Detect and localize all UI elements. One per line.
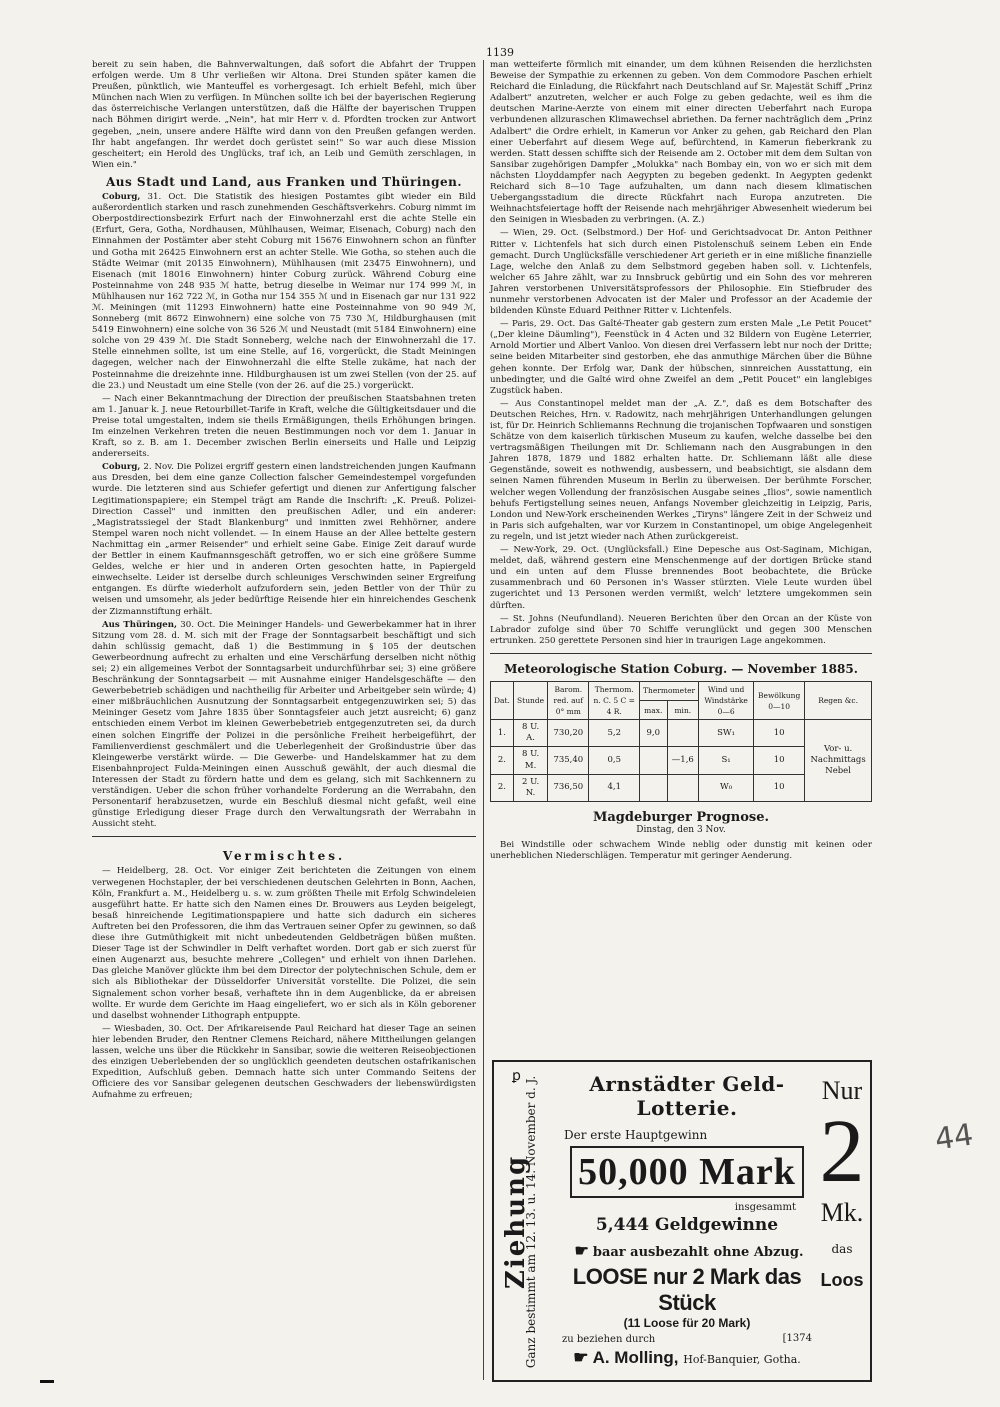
ad-banker	[556, 1348, 818, 1368]
ad-reference-number: [1374	[782, 1333, 812, 1344]
ad-das: das	[831, 1242, 853, 1256]
cell-stunde: 8 U. M.	[513, 747, 547, 774]
cell-dat: 1.	[491, 720, 514, 747]
dateline-place: Coburg,	[102, 462, 141, 473]
ad-prize-label: Der erste Hauptgewinn	[564, 1128, 708, 1142]
cell-barom: 730,20	[548, 720, 589, 747]
prognose-title: Magdeburger Prognose.	[592, 809, 769, 825]
divider	[490, 653, 872, 654]
table-row	[491, 720, 872, 747]
divider	[92, 836, 476, 837]
meteorology-table	[490, 681, 872, 802]
ad-beziehen: zu beziehen durch	[562, 1334, 656, 1345]
cell-max	[640, 747, 667, 774]
ad-side-mark: ꝑ	[512, 1068, 521, 1084]
news-paragraph: — Aus Constantinopel meldet man der „A. Z.", daß es dem Botschafter des Deutschen Reiches, Hrn. v. Radowitz, nach mehrjährigen Unterhandlungen gelungen ist, für Dr. Heinrich Schliemanns Rechnung die trojanischen Topfwaaren und sonstigen Schätze von dem kaiserlich türkischen Museum zu kaufen, welche dasselbe bei den vertragsmäßigen Theilungen mit Dr. Schliemann nach den Ausgrabungen in den Jahren 1878, 1879 und 1882 erhalten hatte. Dr. Schliemann läßt alle diese Gegenstände, soweit es nothwendig, ausbessern, und beabsichtigt, sie alsdann dem seinen Namen führenden Museum in Berlin zu überweisen. Der berühmte Forscher, welcher wegen Vollendung der französischen Ausgabe seines „Ilios", sowie namentlich behufs Fertigstellung seines neuen, Anfangs November gleichzeitig in Leipzig, Paris, London und New-York erscheinenden Werkes „Tiryns" längere Zeit in der Schweiz und in Paris sich aufgehalten, war vor Kurzem in Constantinopel, um obige Angelegenheit zu regeln, und ist jetzt wieder nach Athen zurückgereist.	[490, 398, 872, 542]
ad-payout-text: baar ausbezahlt ohne Abzug.	[592, 1245, 804, 1260]
ad-banker-title: Hof-Banquier, Gotha.	[683, 1353, 801, 1366]
ad-bundle-price: (11 Loose für 20 Mark)	[623, 1316, 751, 1330]
cell-stunde: 2 U. N.	[513, 774, 547, 801]
ad-loos: Loos	[820, 1270, 864, 1290]
news-paragraph: — St. Johns (Neufundland). Neueren Berichten über den Orcan an der Küste von Labrador zufolge sind über 70 Schiffe verunglückt und gegen 300 Menschen ertrunken. 250 gerettete Personen sind hier in traurigen Lage angekommen.	[490, 613, 872, 646]
cell-dat: 2.	[491, 774, 514, 801]
ad-mk: Mk.	[820, 1198, 864, 1227]
news-paragraph: — Wien, 29. Oct. (Selbstmord.) Der Hof- und Gerichtsadvocat Dr. Anton Peithner Ritter v. Lichtenfels hat sich durch einen Pistolenschuß seinem Leben ein Ende gemacht. Durch Unglücksfälle verschiedener Art gerieth er in eine mißliche finanzielle Lage, welche den Anlaß zu dem Selbstmord gegeben haben soll. v. Lichtenfels, welcher 65 Jahre zählt, war zu Innsbruck gebürtig und ein Sohn des vor mehreren Jahren verstorbenen Universitätsprofessors der Philosophie. Ein Stiefbruder des nunmehr verstorbenen Advocaten ist der Maler und Professor an der Academie der bildenden Künste Eduard Peithner Ritter v. Lichtenfels.	[490, 228, 872, 317]
article-text: 31. Oct. Die Statistik des hiesigen Postamtes gibt wieder ein Bild außerordentlich starken und rasch zunehmenden Geschäftsverkehrs. Coburg nimmt im Oberpostdirectionsbezirk Erfurt nach der Einwohnerzahl erst die achte Stelle ein (Erfurt, Gera, Gotha, Nordhausen, Mühlhausen, Weimar, Eisenach, Coburg) nach den Einnahmen der Postämter aber steht Coburg mit 15676 Einwohnern schon an fünfter und Gotha mit 26425 Einwohnern erst an achter Stelle. Wie Gotha, so stehen auch die Städte Weimar (mit 20135 Einwohnern), Mühlhausen (mit 23475 Einwohnern), und Eisenach (mit 18016 Einwohnern) hinter Coburg zurück. Während Coburg eine Posteinnahme von 248 935 ℳ hatte, betrug dieselbe in Weimar nur 174 999 ℳ, in Mühlhausen nur 162 722 ℳ, in Gotha nur 154 355 ℳ und in Eisenach gar nur 131 922 ℳ. Meiningen (mit 11293 Einwohnern) hatte eine Posteinnahme von 90 949 ℳ, Sonneberg (mit 8672 Einwohnern) eine solche von 75 730 ℳ, Hildburghausen (mit 5419 Einwohnern) eine solche von 36 526 ℳ und Neustadt (mit 5184 Einwohnern) eine solche von 29 439 ℳ. Die Stadt Sonneberg, welche nach der Einwohnerzahl die 17. Stelle einnehmen sollte, ist um eine Stelle, auf 16, vorgerückt, die Stadt Meiningen dagegen, welcher nach der Einwohnerzahl die elfte Stelle zukäme, hat nach der Posteinnahme die dreizehnte inne. Hildburghausen ist um zwei Stellen (von der 25. auf die 23.) und Neustadt um eine Stelle (von der 26. auf die 25.) vorgerückt.	[92, 192, 476, 391]
header-dat: Dat.	[491, 681, 514, 719]
cell-max	[640, 774, 667, 801]
dateline-place: Aus Thüringen,	[102, 619, 177, 630]
vermischtes-title: Vermischtes.	[222, 849, 346, 864]
ad-banker-name: A. Molling,	[592, 1348, 679, 1367]
intro-paragraph: bereit zu sein haben, die Bahnverwaltungen, daß sofort die Abfahrt der Truppen erfolgen werde. Um 8 Uhr verließen wir Altona. Drei Stunden später kamen die Preußen, pünktlich, wie Manteuffel es vorhergesagt. Ich erhielt Befehl, mich über München nach Wien zu verfügen. In München sollte ich bei der bayerischen Regierung das österreichische Verlangen unterstützen, daß die Hälfte der bayerischen Truppen nach Böhmen dirigirt werde. „Nein", hat mir Herr v. d. Pfordten trocken zur Antwort gegeben, „nein, unsere andere Hälfte wird dann von den Preußen gefangen werden. Ihr habt angefangen. Ihr werdet doch gerüstet sein!" So war auch diese Mission gescheitert; ein Herold des Unglücks, traf ich, an Leib und Gemüth zerschlagen, in Wien ein."	[92, 60, 476, 170]
ad-total-prizes: 5,444 Geldgewinne	[595, 1215, 779, 1235]
ad-insgesammt: insgesammt	[734, 1202, 796, 1213]
ad-draw-dates: Ganz bestimmt am 12. 13. u. 14. November d. J.	[524, 1075, 538, 1369]
dateline-place: Coburg,	[102, 192, 141, 203]
page-number: 1139	[486, 46, 514, 59]
cell-thermom: 4,1	[589, 774, 640, 801]
ad-title: Arnstädter Geld-Lotterie.	[589, 1072, 785, 1120]
tarif-article: — Nach einer Bekanntmachung der Direction der preußischen Staatsbahnen treten am 1. Januar k. J. neue Retourbillet-Tarife in Kraft, welche die Gültigkeitsdauer und die Preise total umgestalten, indem sie theils Ermäßigungen, theils Erhöhungen bringen. Im einzelnen Verkehren treten die neuen Bestimmungen noch vor dem 1. Januar in Kraft, so z. B. am 1. December zwischen Berlin einerseits und Halle und Leipzig andererseits.	[92, 393, 476, 460]
cell-thermom: 5,2	[589, 720, 640, 747]
cell-bew: 10	[754, 720, 805, 747]
header-regen: Regen &c.	[805, 681, 872, 719]
cell-wind: SW₁	[699, 720, 754, 747]
cell-max: 9,0	[640, 720, 667, 747]
header-thermom: Thermom. n. C. 5 C = 4 R.	[589, 681, 640, 719]
header-barom: Barom. red. auf 0° mm	[548, 681, 589, 719]
vermischtes-item: — Wiesbaden, 30. Oct. Der Afrikareisende Paul Reichard hat dieser Tage an seinen hier lebenden Bruder, den Rentner Clemens Reichard, nähere Mittheilungen gelangen lassen, welche uns über die Rückkehr in Sansibar, sowie die weiteren Reiseobjectionen des einzigen Ueberlebenden der so unglücklich geendeten deutschen ostafrikanischen Expedition, Aufschluß geben. Demnach hatte sich unter Commando Seitens der Officiere des vor Sansibar gelegenen deutschen Geschwaders der liebenswürdigsten Aufnahme zu erfreuen;	[92, 1023, 476, 1101]
cell-dat: 2.	[491, 747, 514, 774]
cell-regen: Vor- u. Nachmittags Nebel	[805, 720, 872, 802]
coburg-postamt-article	[92, 192, 476, 392]
news-paragraph: — New-York, 29. Oct. (Unglücksfall.) Eine Depesche aus Ost-Saginam, Michigan, meldet, daß, während gestern eine Menschenmenge auf der dortigen Brücke stand und ein unten auf dem Flusse brennendes Boot beobachtete, die Brücke zusammenbrach und 60 Personen in's Wasser stürzten. Viele Leute wurden übel zugerichtet und 13 Personen werden vermißt, welch' letztere umgekommen sein dürften.	[490, 545, 872, 611]
section-title: Aus Stadt und Land, aus Franken und Thüringen.	[105, 174, 463, 189]
header-stunde: Stunde	[513, 681, 547, 719]
ad-side-panel	[498, 1070, 550, 1374]
ad-loose-price: LOOSE nur 2 Mark das Stück	[572, 1264, 802, 1315]
cell-barom: 735,40	[548, 747, 589, 774]
lottery-advertisement	[492, 1060, 872, 1382]
header-wind: Wind und Windstärke 0—6	[699, 681, 754, 719]
cell-wind: S₁	[699, 747, 754, 774]
pointing-hand-icon: ☛	[573, 1348, 593, 1367]
ad-vertical-text	[501, 1075, 539, 1369]
table-header-row	[491, 681, 872, 700]
left-column	[92, 60, 476, 1375]
news-paragraph: man wetteiferte förmlich mit einander, um dem kühnen Reisenden die herzlichsten Beweise der Sympathie zu erkennen zu geben. Von dem Commodore Paschen erhielt Reichard die Einladung, die Rückfahrt nach Deutschland auf Sr. Majestät Schiff „Prinz Adalbert" anzutreten, welcher er auch Folge zu geben gedachte, weil es ihm die deutschen Marine-Aerzte von einem mit einer directen Ueberfahrt nach Europa verbundenen allzuraschen Klimawechsel abriethen. Da ferner nachträglich dem „Prinz Adalbert" die Ordre erhielt, in Kamerun vor Anker zu gehen, gab Reichard den Plan einer Ueberfahrt auf diesem Wege auf, befürchtend, in Kamerun fieberkrank zu werden. Statt dessen schiffte sich der Reisende am 2. October mit dem dem Sultan von Sansibar zugehörigen Dampfer „Molukka" nach Bombay ein, von wo er sich mit dem nächsten Lloyddampfer nach Aegypten zu begeben gedenkt. In Aegypten gedenkt Reichard sich 8—10 Tage aufzuhalten, um dann nach diesem klimatischen Uebergangsstadium die directe Rückfahrt nach Europa anzutreten. Die Weihnachtsfeiertage hofft der Reisende nach mehrjähriger Abwesenheit wiederum bei den Seinigen in Wiesbaden zu verbringen. (A. Z.)	[490, 60, 872, 226]
cell-bew: 10	[754, 774, 805, 801]
meteorology-title: Meteorologische Station Coburg. — November 1885.	[504, 661, 858, 676]
corner-mark	[40, 1380, 54, 1383]
thueringen-article	[92, 620, 476, 831]
right-column	[490, 60, 872, 862]
ad-payout-line	[556, 1241, 818, 1260]
news-paragraph: — Paris, 29. Oct. Das Gaîté-Theater gab gestern zum ersten Male „Le Petit Poucet" („Der kleine Däumling"), Feenstück in 4 Acten und 32 Bildern von Eugène Leterrier, Arnold Mortier und Albert Vanloo. Von diesen drei Verfassern lebt nur noch der Dritte; seine beiden Mitarbeiter sind gestorben, ehe das anmuthige Märchen über die Bühne gehen konnte. Der Erfolg war, Dank der hübschen, sinnreichen Ausstattung, ein unbedingter, und die Gaîté wird ohne Zweifel an dem „Petit Poucet" ein langlebiges Zugstück haben.	[490, 319, 872, 396]
cell-min	[667, 774, 699, 801]
ad-price-numeral: 2	[819, 1102, 865, 1201]
ad-ziehung: Ziehung	[501, 1154, 531, 1290]
ad-nur: Nur	[821, 1076, 863, 1105]
header-thermometer: Thermometer	[640, 681, 699, 700]
pointing-hand-icon: ☛	[574, 1241, 589, 1260]
cell-min: —1,6	[667, 747, 699, 774]
ad-main-panel	[556, 1070, 818, 1374]
cell-bew: 10	[754, 747, 805, 774]
header-bewoelkung: Bewölkung 0—10	[754, 681, 805, 719]
coburg-polizei-article	[92, 462, 476, 617]
header-min: min.	[667, 701, 699, 720]
handwritten-margin-note: 44	[932, 1117, 976, 1158]
column-divider	[483, 60, 484, 1380]
cell-barom: 736,50	[548, 774, 589, 801]
prognose-date: Dinstag, den 3 Nov.	[636, 824, 726, 835]
article-text: 30. Oct. Die Meininger Handels- und Gewerbekammer hat in ihrer Sitzung vom 28. d. M. sich mit der Frage der Sonntagsarbeit beschäftigt und sich dahin schlüssig gemacht, daß 1) die Bestimmung in § 105 der deutschen Gewerbeordnung aufrecht zu erhalten und eine Verschärfung derselben nicht nöthig sei; 2) ein allgemeines Verbot der Sonntagsarbeit undurchführbar sei; 3) eine größere Beschränkung der Sonntagsarbeit — mit Ausnahme einiger Handelsgeschäfte — den Gewerbebetrieb schädigen und nachtheilig für Arbeiter und Arbeitgeber sein würde; 4) einer mißbräuchlichen Ausnutzung der Sonntagsarbeit entgegenzuwirken sei; 5) das Meininger Gesetz vom Jahre 1835 über Sonntagsfeier auch jetzt ausreicht; 6) ganz entschieden einem Verbot im kleinen Gewerbebetrieb entgegenzutreten sei, da durch einen solchen Eingriffe der Polizei in die persönliche Freiheit herbeigeführt, der Familienverdienst geschmälert und die Ueberlegenheit der Großindustrie über das Kleingewerbe verstärkt würde. — Die Gewerbe- und Handelskammer hat zu dem Eisenbahnproject Fulda-Meiningen einen Ausschuß gewählt, der auch diesmal die Interessen der Stadt zu fördern hatte und dem es gelang, sich mit Sachkennern zu verständigen. Ueber die schon früher vorhandelte Forderung an die Werrabahn, den Personentarif herabzusetzen, wurde ein Beschluß diesmal nicht gefaßt, weil eine günstige Erledigung dieser Frage durch den Verwaltungsrath der Werrabahn in Aussicht steht.	[92, 619, 476, 830]
ad-right-panel	[818, 1076, 866, 1376]
vermischtes-item: — Heidelberg, 28. Oct. Vor einiger Zeit berichteten die Zeitungen von einem verwegenen Hochstapler, der bei verschiedenen deutschen Gelehrten in Bonn, Aachen, Köln, Frankfurt a. M., Heidelberg u. s. w. zum größten Theile mit Erfolg Schwindeleien ausgeführt hatte. Er hatte sich den Namen eines Dr. Brouwers aus Leyden beigelegt, besaß hinreichende Legitimationspapiere und hatte sich dadurch ein sicheres Auftreten bei den Professoren, die ihm das Vertrauen seiner Opfer zu gewinnen, so daß diese ihre Gutmüthigkeit mit nicht unbedeutenden Geldbeträgen büßen mußten. Dieser Tage ist der Schwindler in Delft verhaftet worden. Dort gab er sich zuerst für einen Augenarzt aus, besuchte mehrere „Collegen" und erhielt von ihnen Darlehen. Das gleiche Manöver glückte ihm bei dem Director der polytechnischen Schule, dem er sich als Bibliothekar der Düsseldorfer Universität vorstellte. Die Polizei, die sein Signalement schon vorher besaß, verhaftete ihn in dem Augenblicke, da er abreisen wollte. Er wurde dem Gerichte im Haag eingeliefert, wo er sich als in Köln geborener und daselbst wohnender Lithograph entpuppte.	[92, 866, 476, 1021]
ad-prize-amount: 50,000 Mark	[570, 1146, 804, 1198]
header-max: max.	[640, 701, 667, 720]
cell-thermom: 0,5	[589, 747, 640, 774]
cell-stunde: 8 U. A.	[513, 720, 547, 747]
cell-min	[667, 720, 699, 747]
cell-wind: W₀	[699, 774, 754, 801]
prognose-text: Bei Windstille oder schwachem Winde neblig oder dunstig mit keinen oder unerheblichen Niederschlägen. Temperatur mit geringer Aenderung.	[490, 840, 872, 862]
article-text: 2. Nov. Die Polizei ergriff gestern einen landstreichenden jungen Kaufmann aus Dresden, bei dem eine ganze Collection falscher Gemeindestempel vorgefunden wurde. Die letzteren sind aus Schiefer gefertigt und dienen zur Anfertigung falscher Legitimationspapiere; ein Stempel trägt am Rande die Inschrift: „K. Preuß. Polizei-Direction Cassel" und inmitten den preußischen Adler, und ein anderer: „Magistratssiegel der Stadt Blankenburg" und inmitten zwei Rehhörner, andere Stempel waren noch nicht vollendet. — In einem Hause an der Allee bettelte gestern Nachmittag ein „armer Reisender" und erhielt seine Gabe. Einige Zeit darauf wurde der Bettler in einem Kaufmannsgeschäft getroffen, wo er sich eine größere Summe Geldes, welche er hier und in anderen Orten gesochten hatte, in Papiergeld einwechselte. Leider ist derselbe durch schleuniges Verschwinden seiner Ergreifung entgangen. Es dürfte wiederholt aufzufordern sein, jeden Bettler von der Thür zu weisen und umsomehr, als jeder bedürftige Reisende hier ein hinreichendes Geschenk der Zizmannstiftung erhält.	[92, 462, 476, 617]
